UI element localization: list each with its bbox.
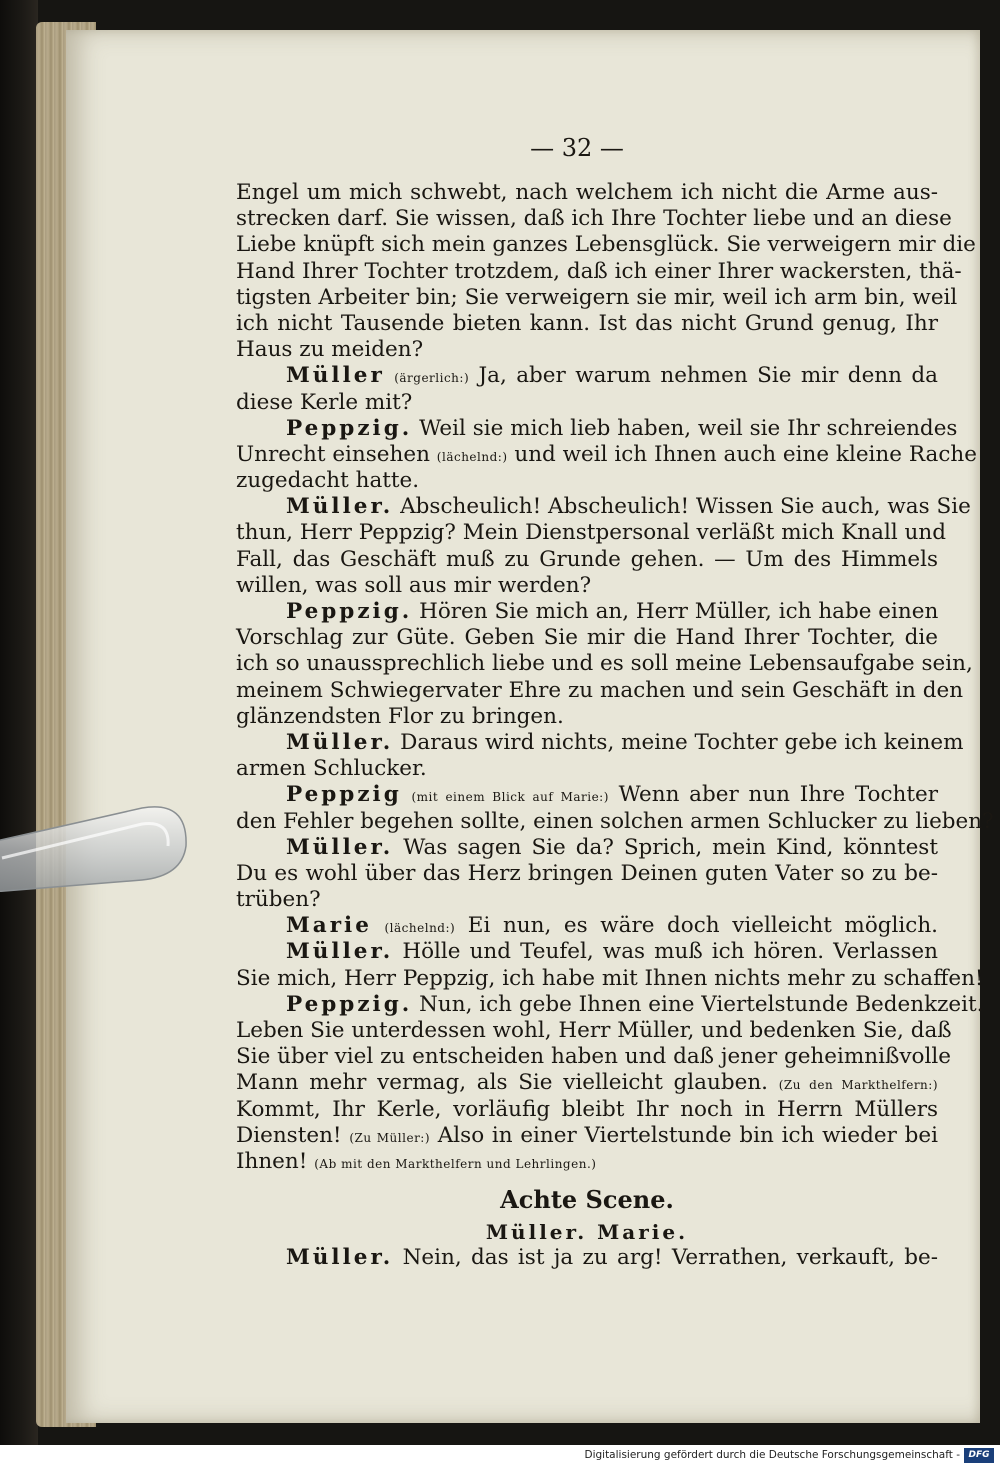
text-line [236, 494, 971, 520]
speaker-name: Marie [286, 913, 372, 939]
text-line [236, 861, 938, 887]
text-line [236, 1123, 938, 1149]
text-line [236, 520, 946, 546]
dfg-logo-icon: DFG [964, 1448, 994, 1463]
speaker-name: Peppzig. [286, 599, 413, 624]
line-text: Weil sie mich lieb haben, weil sie Ihr schreiendes [419, 415, 958, 441]
line-text: Ihnen! [236, 1148, 308, 1174]
line-text: Diensten! [236, 1122, 342, 1148]
line-text: Haus zu meiden? [236, 337, 424, 363]
text-line [236, 887, 938, 913]
text-line [236, 756, 938, 782]
line-text: Sie über viel zu entscheiden haben und daß jener geheimnißvolle [236, 1044, 951, 1070]
line-text: Kommt, Ihr Kerle, vorläufig bleibt Ihr noch in Herrn Müllers [236, 1096, 938, 1122]
text-line [236, 599, 938, 625]
line-text: glänzendsten Flor zu bringen. [236, 703, 564, 729]
speaker-name: Müller [286, 363, 385, 389]
text-line [236, 965, 984, 992]
speaker-name: Müller. [286, 494, 394, 520]
text-line [236, 991, 984, 1018]
stage-direction: (Zu den Markthelfern:) [778, 1078, 939, 1093]
line-text: Hand Ihrer Tochter trotzdem, daß ich einer Ihrer wackersten, thä- [236, 258, 962, 284]
line-text: Daraus wird nichts, meine Tochter gebe ich keinem [400, 729, 964, 755]
text-line [236, 363, 938, 389]
line-text: trüben? [236, 887, 321, 913]
speaker-name: Müller. [286, 939, 394, 965]
line-text: Also in einer Viertelstunde bin ich wieder bei [437, 1122, 938, 1148]
line-text: diese Kerle mit? [236, 389, 413, 415]
text-line [236, 232, 976, 258]
line-text: Liebe knüpft sich mein ganzes Lebensglück. Sie verweigern mir die [236, 232, 976, 258]
text-line [236, 808, 994, 835]
stage-direction: (lächelnd:) [384, 921, 456, 936]
text-line [236, 258, 962, 285]
text-line [236, 913, 938, 939]
stage-direction: (mit einem Blick auf Marie:) [411, 790, 609, 805]
line-text: Leben Sie unterdessen wohl, Herr Müller, und bedenken Sie, daß [236, 1018, 952, 1043]
line-text: Abscheulich! Abscheulich! Wissen Sie auch, was Sie [400, 494, 971, 520]
line-text: Hören Sie mich an, Herr Müller, ich habe einen [419, 599, 939, 624]
text-line [236, 415, 958, 442]
text-line [236, 311, 938, 337]
line-text: Sie mich, Herr Peppzig, ich habe mit Ihnen nichts mehr zu schaffen! [236, 965, 984, 991]
line-text: Nein, das ist ja zu arg! Verrathen, verkauft, be- [402, 1245, 938, 1271]
text-line [236, 337, 938, 363]
speaker-name: Müller. [286, 729, 394, 755]
line-text: Mann mehr vermag, als Sie vielleicht glauben. [236, 1070, 769, 1096]
line-text: willen, was soll aus mir werden? [236, 572, 592, 598]
line-text: Engel um mich schwebt, nach welchem ich nicht die Arme aus- [236, 180, 938, 205]
text-line [236, 625, 938, 651]
scene-characters: Müller. Marie. [485, 1220, 689, 1245]
text-line [236, 468, 938, 494]
line-text: den Fehler begehen sollte, einen solchen armen Schlucker zu lieben? [236, 808, 994, 834]
text-line [236, 206, 952, 232]
page-text [236, 180, 994, 1271]
text-line [236, 1044, 951, 1070]
text-line [236, 573, 938, 599]
scene-title: Achte Scene. [500, 1185, 674, 1215]
speaker-name: Peppzig [286, 782, 402, 808]
line-text: Du es wohl über das Herz bringen Deinen guten Vater so zu be- [236, 860, 938, 886]
text-line [236, 1018, 952, 1044]
speaker-name: Müller. [286, 1245, 394, 1271]
speaker-name: Peppzig. [286, 415, 413, 441]
line-text: meinem Schwiegervater Ehre zu machen und sein Geschäft in den [236, 677, 964, 703]
text-line [236, 180, 938, 206]
text-line [236, 704, 938, 730]
text-line [236, 1097, 938, 1123]
text-line [236, 729, 964, 756]
line-text: Was sagen Sie da? Sprich, mein Kind, könntest [403, 834, 938, 860]
speaker-name: Peppzig. [286, 991, 413, 1017]
text-line [236, 441, 977, 468]
text-line [236, 651, 973, 677]
text-line [236, 1070, 938, 1096]
line-text: armen Schlucker. [236, 756, 427, 782]
stage-direction: (Ab mit den Markthelfern und Lehrlingen.) [314, 1156, 597, 1171]
line-text: Ei nun, es wäre doch vielleicht möglich. [467, 913, 938, 939]
scan-background-edge [0, 0, 38, 1445]
line-text: Vorschlag zur Güte. Geben Sie mir die Hand Ihrer Tochter, die [236, 625, 938, 651]
line-text: tigsten Arbeiter bin; Sie verweigern sie mir, weil ich arm bin, weil [236, 284, 958, 310]
text-line [236, 677, 964, 704]
stage-direction: (ärgerlich:) [394, 371, 470, 386]
text-line [236, 939, 938, 965]
text-line [236, 835, 938, 861]
line-text: strecken darf. Sie wissen, daß ich Ihre Tochter liebe und an diese [236, 206, 952, 232]
line-text: ich so unaussprechlich liebe und es soll meine Lebensaufgabe sein, [236, 651, 973, 677]
line-text: zugedacht hatte. [236, 468, 420, 494]
line-text: Fall, das Geschäft muß zu Grunde gehen. — Um des Himmels [236, 546, 938, 572]
line-text: Unrecht einsehen [236, 441, 430, 467]
text-line [236, 547, 938, 573]
text-line [236, 390, 938, 416]
text-line [236, 782, 938, 808]
stage-direction: (Zu Müller:) [349, 1130, 431, 1145]
line-text: thun, Herr Peppzig? Mein Dienstpersonal verläßt mich Knall und [236, 520, 946, 546]
text-line [236, 1149, 938, 1175]
line-text: Hölle und Teufel, was muß ich hören. Verlassen [402, 939, 938, 965]
text-line [236, 1245, 938, 1271]
page-number: — 32 — [530, 134, 624, 162]
line-text: Nun, ich gebe Ihnen eine Viertelstunde Bedenkzeit. [419, 991, 984, 1017]
line-text: Wenn aber nun Ihre Tochter [618, 782, 938, 808]
speaker-name: Müller. [286, 834, 394, 860]
line-text: und weil ich Ihnen auch eine kleine Rache [514, 441, 977, 467]
bookmark-tab [0, 806, 190, 892]
text-line [236, 284, 958, 311]
line-text: ich nicht Tausende bieten kann. Ist das nicht Grund genug, Ihr [236, 310, 938, 336]
stage-direction: (lächelnd:) [436, 449, 508, 464]
line-text: Ja, aber warum nehmen Sie mir denn da [478, 363, 938, 389]
footer-credit-text: Digitalisierung gefördert durch die Deutsche Forschungsgemeinschaft - [584, 1449, 960, 1461]
